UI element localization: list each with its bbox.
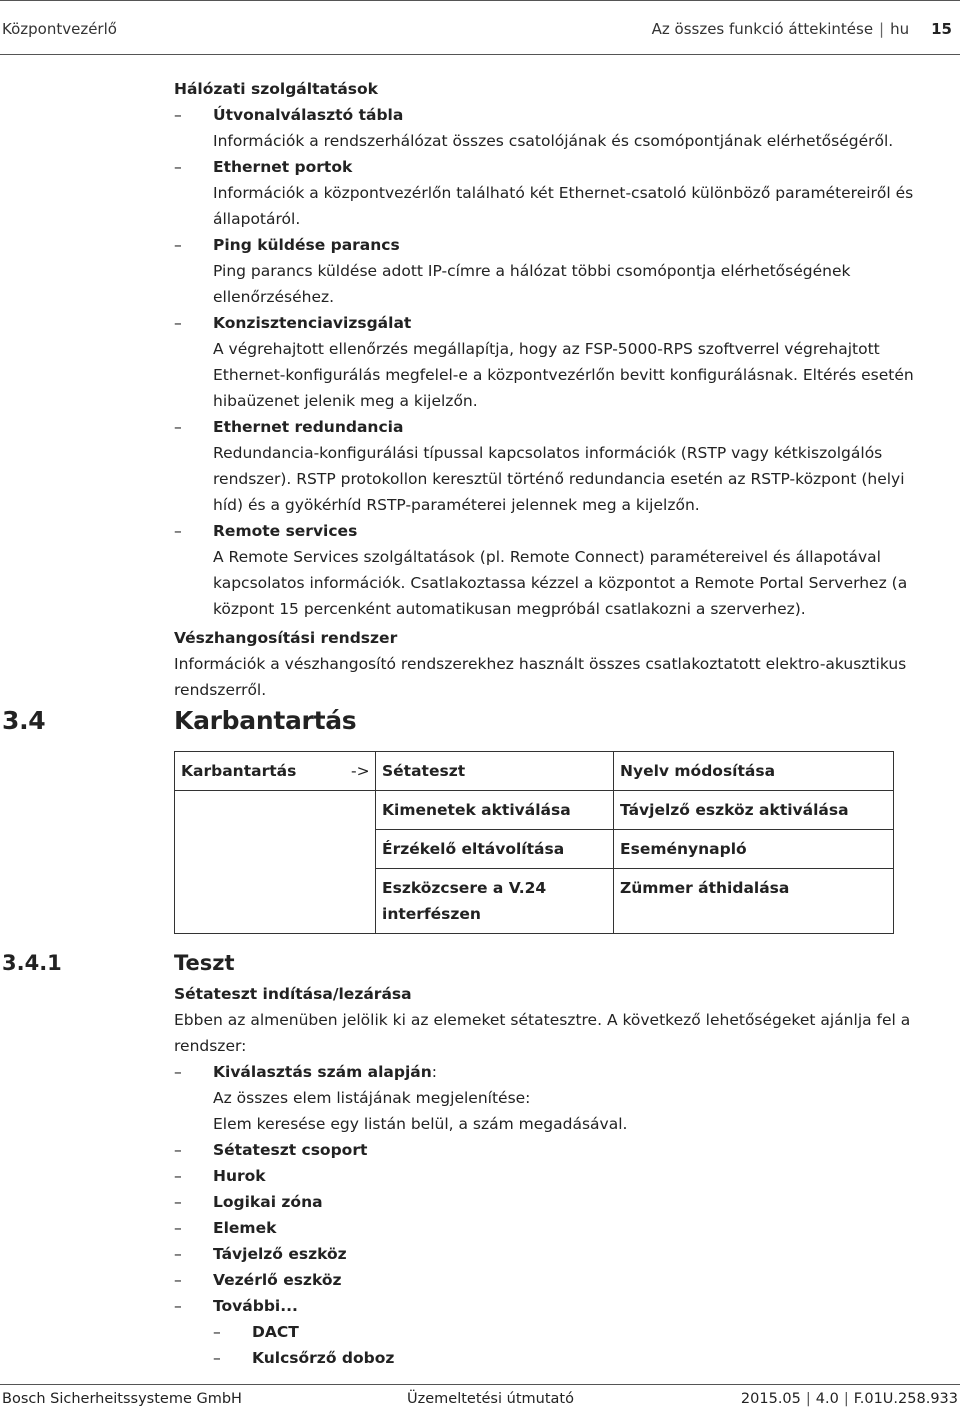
list-item — [174, 232, 960, 310]
item-text: Információk a központvezérlőn található két Ethernet-csatoló különböző paramétereiről és — [213, 184, 914, 202]
list-item — [174, 1215, 960, 1241]
network-services-section — [174, 76, 960, 703]
item-text: Ethernet-konfigurálás megfelel-e a központvezérlőn bevitt konfigurálásnak. Eltérés esetén — [213, 366, 914, 384]
header-rule — [0, 54, 960, 55]
walktest-intro: rendszer: — [174, 1037, 247, 1055]
list-dash: – — [174, 1167, 182, 1185]
list-dash: – — [174, 106, 182, 124]
list-dash: – — [174, 314, 182, 332]
footer-version: 4.0 — [815, 1391, 839, 1407]
evac-text: Információk a vészhangosító rendszerekhez használt összes csatlakoztatott elektro-akusztikus — [174, 655, 907, 673]
item-title: Ethernet portok — [213, 158, 353, 176]
sub-list-item — [174, 1319, 960, 1345]
item-text: Információk a rendszerhálózat összes csatolójának és csomópontjának elérhetőségéről. — [213, 132, 894, 150]
item-text: kapcsolatos információk. Csatlakoztassa kézzel a központot a Remote Portal Serverhez (a — [213, 574, 908, 592]
option-label: Vezérlő eszköz — [213, 1271, 342, 1289]
option-label: További... — [213, 1297, 298, 1315]
footer-date: 2015.05 — [740, 1391, 801, 1407]
evac-text: rendszerről. — [174, 681, 267, 699]
walktest-title: Sétateszt indítása/lezárása — [174, 985, 412, 1003]
list-dash: – — [174, 418, 182, 436]
table-cell: Kimenetek aktiválása — [376, 791, 614, 830]
item-text: híd) és a gyökérhíd RSTP-paraméterei jelennek meg a kijelzőn. — [213, 496, 700, 514]
header-separator: | — [879, 20, 885, 38]
option-label: Sétateszt csoport — [213, 1141, 368, 1159]
footer-separator: | — [843, 1391, 849, 1407]
item-text: központ 15 percenként automatikusan megpróbál csatlakozni a szerverhez). — [213, 600, 806, 618]
table-row — [175, 791, 894, 830]
item-title: Kiválasztás szám alapján — [213, 1063, 432, 1081]
walktest-intro: Ebben az almenüben jelölik ki az elemeket sétatesztre. A következő lehetőségeket ajánlja fel a — [174, 1011, 911, 1029]
item-text: A végrehajtott ellenőrzés megállapítja, hogy az FSP-5000-RPS szoftverrel végrehajtott — [213, 340, 880, 358]
option-label: Logikai zóna — [213, 1193, 323, 1211]
footer-separator: | — [805, 1391, 811, 1407]
list-dash: – — [174, 236, 182, 254]
table-cell: Sétateszt — [376, 752, 614, 791]
item-text: Ping parancs küldése adott IP-címre a hálózat többi csomópontja elérhetőségének — [213, 262, 851, 280]
item-title: Remote services — [213, 522, 358, 540]
item-text: hibaüzenet jelenik meg a kijelzőn. — [213, 392, 478, 410]
list-item — [174, 1137, 960, 1163]
list-item — [174, 154, 960, 232]
footer-company: Bosch Sicherheitssysteme GmbH — [2, 1391, 242, 1407]
list-dash: – — [174, 1219, 182, 1237]
option-label: Kulcsőrző doboz — [252, 1349, 395, 1367]
item-title: Ethernet redundancia — [213, 418, 404, 436]
list-item — [174, 1163, 960, 1189]
item-title: Konzisztenciavizsgálat — [213, 314, 412, 332]
subsection-number: 3.4.1 — [2, 951, 62, 975]
table-cell: Érzékelő eltávolítása — [376, 830, 614, 869]
list-item — [174, 414, 960, 518]
list-item — [174, 1293, 960, 1319]
list-dash: – — [174, 1193, 182, 1211]
header-lang: hu — [890, 20, 910, 38]
table-row — [175, 752, 894, 791]
list-item — [174, 1267, 960, 1293]
list-dash: – — [213, 1323, 221, 1341]
option-label: Távjelző eszköz — [213, 1245, 347, 1263]
item-text: A Remote Services szolgáltatások (pl. Remote Connect) paramétereivel és állapotával — [213, 548, 881, 566]
header-section: Az összes funkció áttekintése — [651, 20, 874, 38]
option-label: Hurok — [213, 1167, 266, 1185]
header-chapter: Központvezérlő — [2, 20, 117, 38]
item-title: Útvonalválasztó tábla — [213, 106, 404, 124]
empty-cell — [175, 791, 376, 934]
item-text: Elem keresése egy listán belül, a szám megadásával. — [213, 1115, 628, 1133]
list-item — [174, 1059, 960, 1137]
header-right — [652, 16, 952, 42]
table-cell: Zümmer áthidalása — [614, 869, 894, 934]
list-item — [174, 1189, 960, 1215]
evac-title: Vészhangosítási rendszer — [174, 629, 398, 647]
page-number: 15 — [931, 20, 952, 38]
list-dash: – — [174, 1297, 182, 1315]
footer-rule — [0, 1384, 960, 1385]
item-colon: : — [431, 1063, 438, 1081]
list-dash: – — [174, 1271, 182, 1289]
subsection-title: Teszt — [174, 951, 235, 975]
table-cell: Eseménynapló — [614, 830, 894, 869]
item-text: Az összes elem listájának megjelenítése: — [213, 1089, 531, 1107]
table-cell: Távjelző eszköz aktiválása — [614, 791, 894, 830]
walktest-section — [174, 981, 960, 1371]
list-dash: – — [174, 1245, 182, 1263]
item-text: állapotáról. — [213, 210, 301, 228]
option-label: DACT — [252, 1323, 299, 1341]
footer-doc: Üzemeltetési útmutató — [407, 1391, 574, 1407]
menu-arrow: -> — [347, 752, 376, 791]
table-cell: Eszközcsere a V.24 interfészen — [376, 869, 614, 934]
section-number: 3.4 — [2, 706, 46, 735]
list-dash: – — [174, 1063, 182, 1081]
menu-table — [174, 751, 894, 934]
list-item — [174, 518, 960, 622]
list-item — [174, 310, 960, 414]
list-dash: – — [213, 1349, 221, 1367]
footer-ref: F.01U.258.933 — [853, 1391, 958, 1407]
header-top-rule — [0, 0, 960, 1]
list-item — [174, 102, 960, 154]
table-cell: Nyelv módosítása — [614, 752, 894, 791]
item-text: ellenőrzéséhez. — [213, 288, 335, 306]
menu-root: Karbantartás — [175, 752, 348, 791]
list-item — [174, 1241, 960, 1267]
section-title: Karbantartás — [174, 706, 357, 735]
list-dash: – — [174, 522, 182, 540]
option-label: Elemek — [213, 1219, 277, 1237]
footer-right — [741, 1386, 958, 1412]
item-text: rendszer). RSTP protokollon keresztül történő redundancia esetén az RSTP-központ (helyi — [213, 470, 905, 488]
item-text: Redundancia-konfigurálási típussal kapcsolatos információk (RSTP vagy kétkiszolgálós — [213, 444, 883, 462]
item-title: Ping küldése parancs — [213, 236, 400, 254]
list-dash: – — [174, 158, 182, 176]
network-services-title: Hálózati szolgáltatások — [174, 80, 378, 98]
list-dash: – — [174, 1141, 182, 1159]
sub-list-item — [174, 1345, 960, 1371]
